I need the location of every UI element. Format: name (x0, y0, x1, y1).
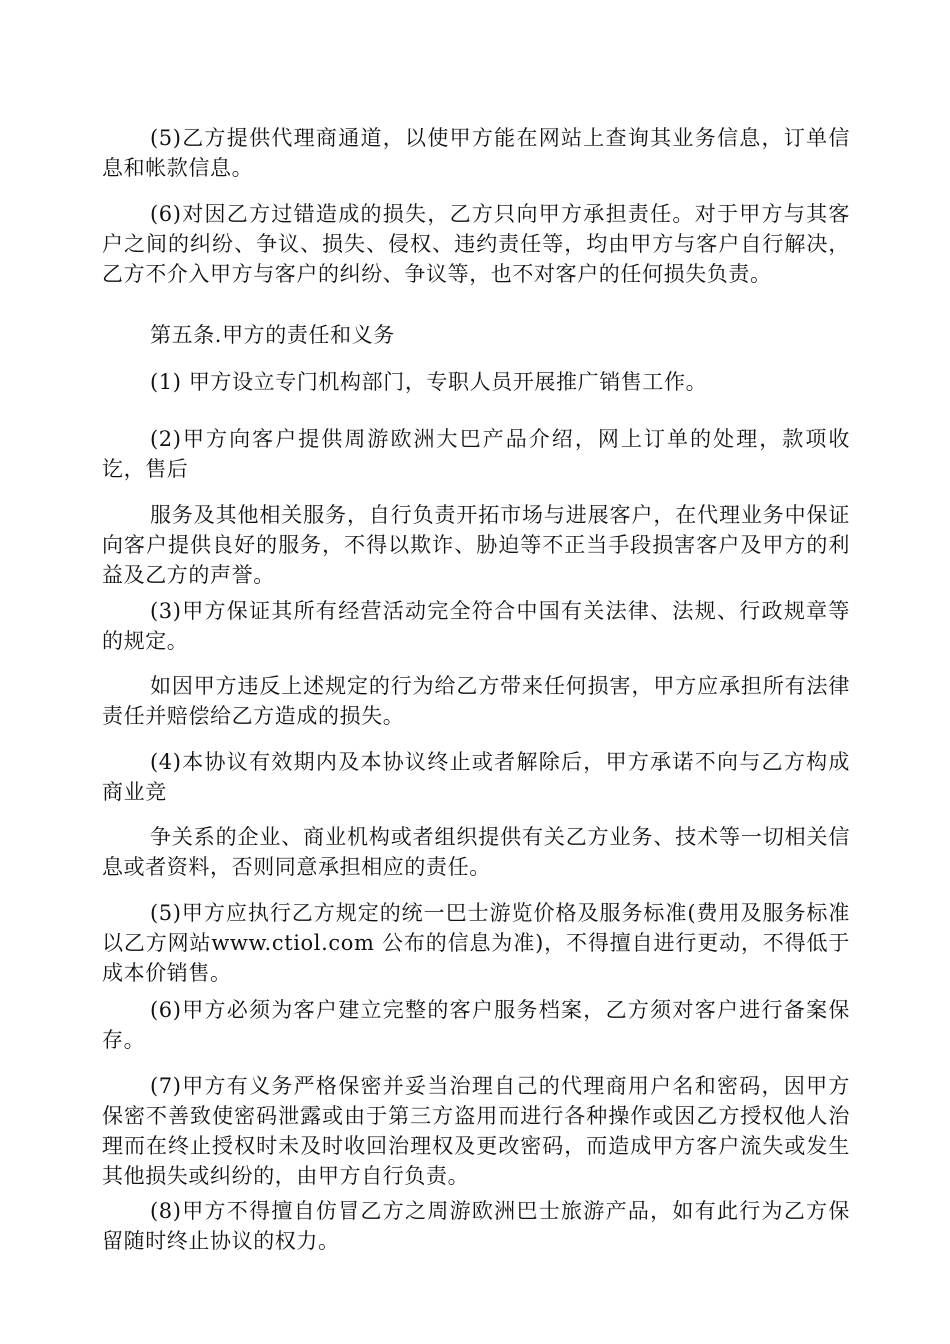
paragraph-a-3: (3)甲方保证其所有经营活动完全符合中国有关法律、法规、行政规章等的规定。 (102, 599, 850, 653)
paragraph-a-6: (6)甲方必须为客户建立完整的客户服务档案，乙方须对客户进行备案保存。 (102, 998, 850, 1052)
paragraph-a-4: (4)本协议有效期内及本协议终止或者解除后，甲方承诺不向与乙方构成商业竞 (102, 750, 850, 804)
paragraph-a-4-continued: 争关系的企业、商业机构或者组织提供有关乙方业务、技术等一切相关信息或者资料，否则同意承担相应的责任。 (102, 825, 850, 879)
paragraph-a-7: (7)甲方有义务严格保密并妥当治理自己的代理商用户名和密码，因甲方保密不善致使密码泄露或由于第三方盗用而进行各种操作或因乙方授权他人治理而在终止授权时未及时收回治理权及更改密码，而造成甲方客户流失或发生其他损失或纠纷的，由甲方自行负责。 (102, 1074, 850, 1188)
paragraph-a-1: (1) 甲方设立专门机构部门，专职人员开展推广销售工作。 (150, 370, 708, 394)
paragraph-a-8: (8)甲方不得擅自仿冒乙方之周游欧洲巴士旅游产品，如有此行为乙方保留随时终止协议的权力。 (102, 1199, 850, 1253)
paragraph-5-b: (5)乙方提供代理商通道，以使甲方能在网站上查询其业务信息，订单信息和帐款信息。 (102, 126, 850, 180)
section-heading-article-5: 第五条.甲方的责任和义务 (150, 323, 395, 347)
paragraph-a-2: (2)甲方向客户提供周游欧洲大巴产品介绍，网上订单的处理，款项收讫，售后 (102, 427, 850, 481)
paragraph-a-3-note: 如因甲方违反上述规定的行为给乙方带来任何损害，甲方应承担所有法律责任并赔偿给乙方造成的损失。 (102, 674, 850, 728)
paragraph-a-2-continued: 服务及其他相关服务，自行负责开拓市场与进展客户，在代理业务中保证向客户提供良好的服务，不得以欺诈、胁迫等不正当手段损害客户及甲方的利益及乙方的声誉。 (102, 503, 850, 587)
paragraph-6-b: (6)对因乙方过错造成的损失，乙方只向甲方承担责任。对于甲方与其客户之间的纠纷、争议、损失、侵权、违约责任等，均由甲方与客户自行解决，乙方不介入甲方与客户的纠纷、争议等，也不对客户的任何损失负责。 (102, 202, 850, 286)
paragraph-a-5: (5)甲方应执行乙方规定的统一巴士游览价格及服务标准(费用及服务标准以乙方网站www.ctiol.com 公布的信息为准)，不得擅自进行更动，不得低于成本价销售。 (102, 901, 850, 985)
